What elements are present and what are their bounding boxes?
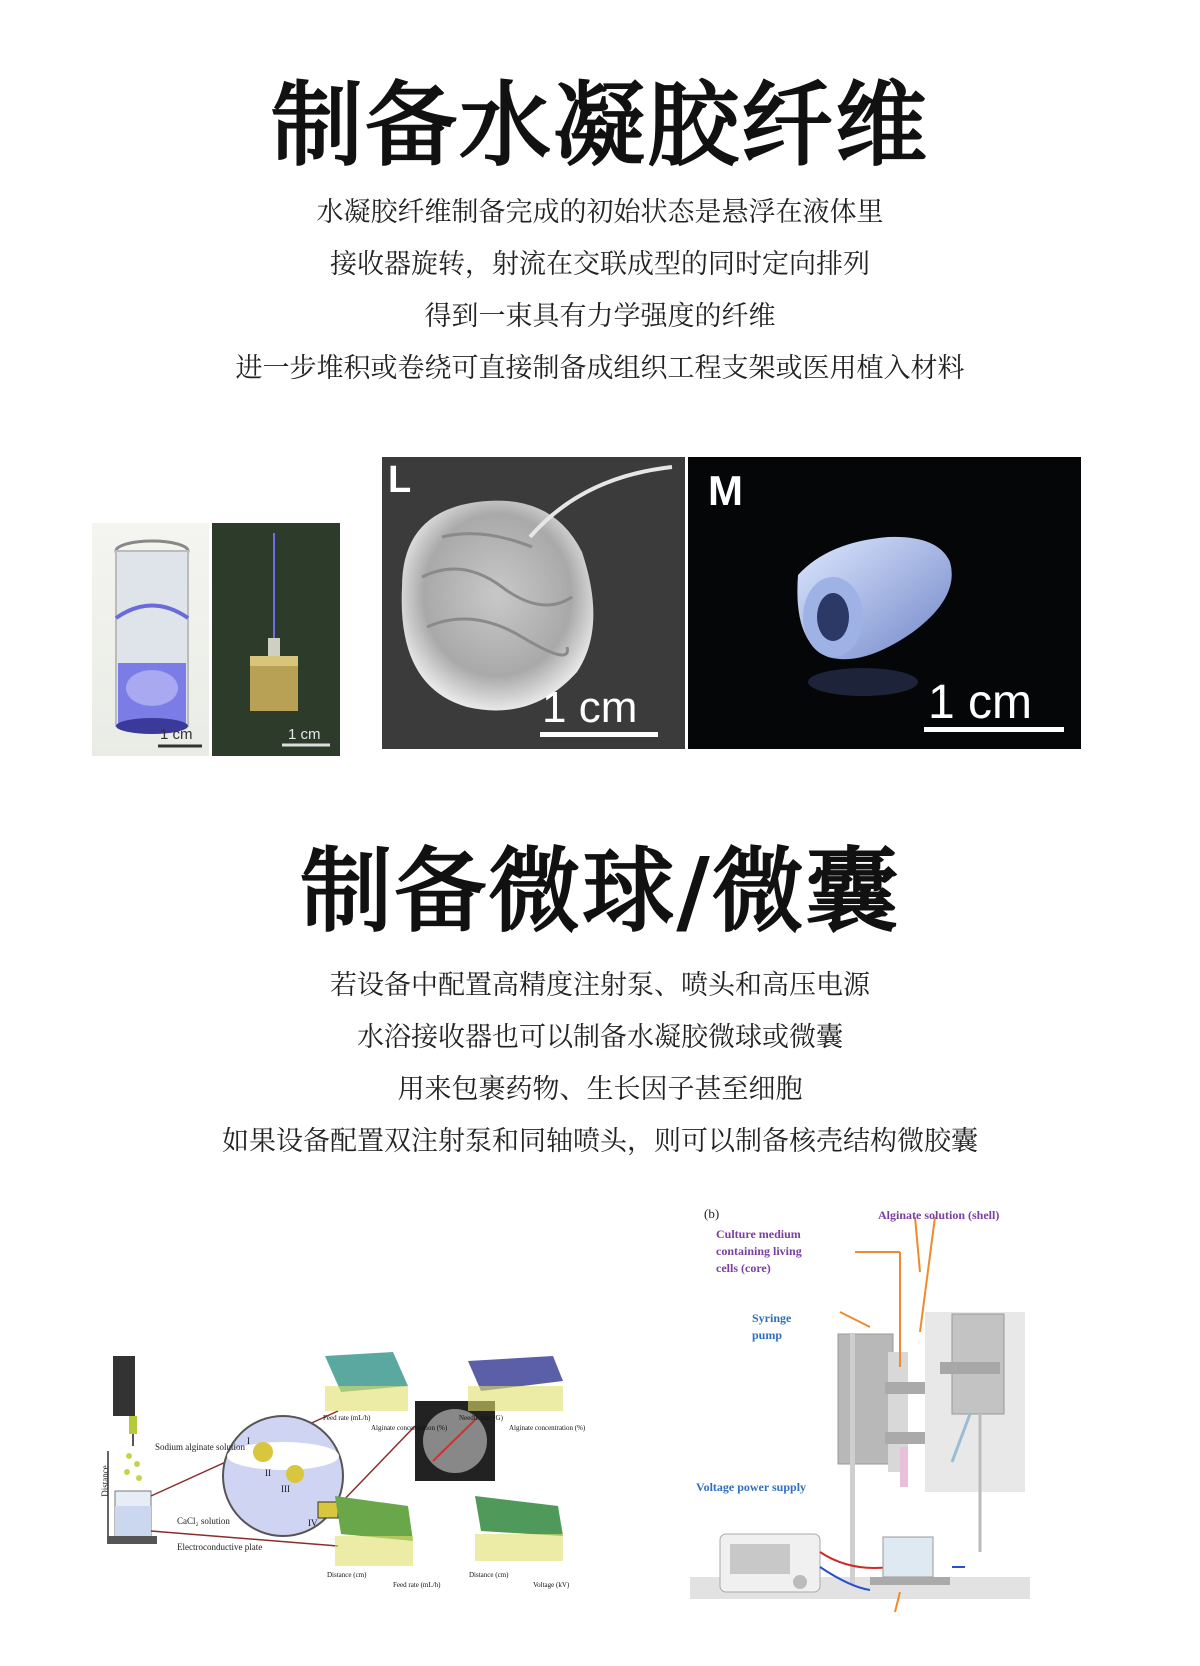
section2-line-1: 若设备中配置高精度注射泵、喷头和高压电源	[330, 970, 870, 1001]
coaxial-apparatus-diagram	[690, 1206, 1030, 1612]
panel-b-label: (b)	[704, 1206, 720, 1221]
plot1-xlabel: Feed rate (mL/h)	[323, 1414, 371, 1422]
cacl2-label: CaCl₂ solution	[177, 1516, 230, 1526]
microsphere-diagram	[99, 1356, 611, 1603]
panel-l-scale-bar	[540, 732, 658, 737]
section1-description	[0, 187, 1200, 395]
hanging-weight-illustration	[212, 523, 340, 756]
fiber-disc-illustration	[382, 457, 685, 749]
weight-scale-label: 1 cm	[288, 726, 321, 743]
vial-illustration	[92, 523, 209, 756]
microsphere-schematic	[103, 1356, 611, 1603]
section1-line-4: 进一步堆积或卷绕可直接制备成组织工程支架或医用植入材料	[235, 353, 965, 384]
syringe-pump-label: Syringe pump	[752, 1311, 792, 1342]
section2-line-3: 用来包裹药物、生长因子甚至细胞	[397, 1074, 803, 1105]
core-label: Culture medium containing living cells (core)	[716, 1227, 802, 1275]
section1-title: 制备水凝胶纤维	[270, 72, 929, 179]
sodium-alginate-label: Sodium alginate solution	[155, 1442, 245, 1452]
zoom-label-i: I	[247, 1436, 250, 1446]
section2-line-4: 如果设备配置双注射泵和同轴喷头，则可以制备核壳结构微胶囊	[222, 1126, 978, 1157]
section2-line-2: 水浴接收器也可以制备水凝胶微球或微囊	[357, 1022, 843, 1053]
plot4-xlabel: Distance (cm)	[469, 1571, 509, 1579]
plot1-ylabel: Alginate concentration (%)	[371, 1424, 448, 1432]
vial-photo	[92, 523, 209, 756]
zoom-label-ii: II	[265, 1468, 271, 1478]
section2-description	[0, 960, 1200, 1168]
panel-m-scale-bar	[924, 727, 1064, 732]
plot4-ylabel: Voltage (kV)	[533, 1581, 570, 1589]
surface-plot-4	[475, 1496, 563, 1561]
electroconductive-plate-label: Electroconductive plate	[177, 1542, 263, 1552]
surface-plot-1	[325, 1352, 408, 1411]
section2-title: 制备微球/微囊	[300, 838, 900, 945]
panel-l-scale-label: 1 cm	[542, 683, 638, 732]
coaxial-apparatus-illustration	[690, 1222, 1030, 1612]
plot3-xlabel: Distance (cm)	[327, 1571, 367, 1579]
section1-line-2: 接收器旋转，射流在交联成型的同时定向排列	[330, 249, 870, 280]
plot3-ylabel: Feed rate (mL/h)	[393, 1581, 441, 1589]
section1-line-1: 水凝胶纤维制备完成的初始状态是悬浮在液体里	[316, 197, 884, 228]
surface-plot-2	[468, 1356, 563, 1411]
zoom-label-iii: III	[281, 1484, 290, 1494]
panel-l-letter: L	[388, 459, 412, 501]
section1-line-3: 得到一束具有力学强度的纤维	[424, 301, 776, 332]
weight-photo	[212, 523, 340, 756]
fiber-disc-photo	[382, 457, 685, 749]
plot2-ylabel: Alginate concentration (%)	[509, 1424, 586, 1432]
plot2-xlabel: Needle size (G)	[459, 1414, 503, 1422]
distance-label: Distance	[99, 1465, 110, 1497]
power-supply-label: Voltage power supply	[696, 1480, 807, 1494]
surface-plot-3	[335, 1496, 413, 1566]
panel-m-scale-label: 1 cm	[928, 676, 1033, 729]
vial-scale-label: 1 cm	[160, 726, 193, 743]
fiber-tube-photo	[688, 457, 1081, 749]
panel-m-letter: M	[708, 467, 743, 514]
shell-label: Alginate solution (shell)	[878, 1208, 1000, 1222]
zoom-label-iv: IV	[308, 1518, 318, 1528]
